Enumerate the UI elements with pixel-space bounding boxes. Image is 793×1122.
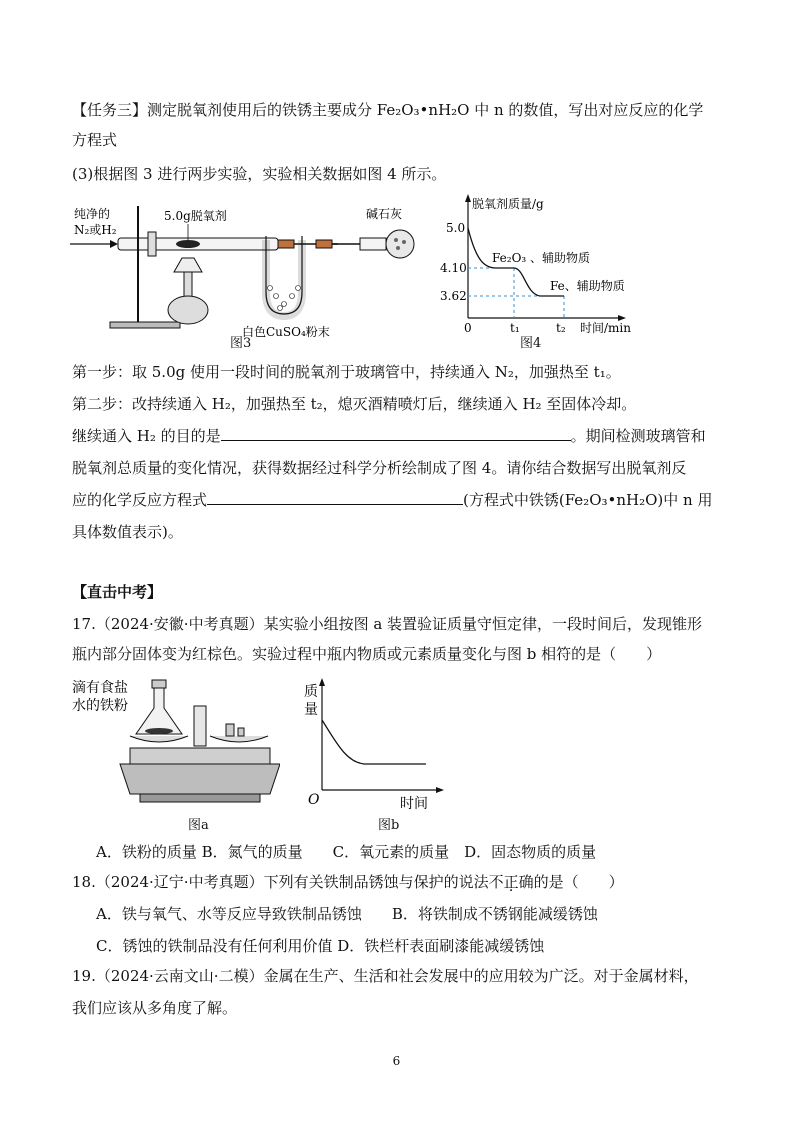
- soda-lime-label: 碱石灰: [366, 207, 403, 221]
- figure-4-chart: [440, 194, 640, 336]
- purpose-answer-blank[interactable]: [221, 426, 571, 441]
- balance-base: [120, 764, 280, 794]
- soda-lime-bulb: [386, 230, 414, 258]
- left-pan: [130, 736, 188, 742]
- q17-line1: 17.（2024·安徽·中考真题）某实验小组按图 a 装置验证质量守恒定律，一段时间后，发现锥形: [72, 615, 703, 633]
- burner-flame-guard: [174, 258, 202, 272]
- gas-label-2: N₂或H₂: [74, 223, 117, 237]
- equation-answer-blank[interactable]: [207, 490, 463, 505]
- beam: [130, 748, 270, 764]
- gas-label-1: 纯净的: [74, 207, 111, 221]
- q18-text-c: 的是（ ）: [533, 873, 624, 891]
- figure-a-balance: [70, 676, 280, 826]
- flask-stopper: [152, 680, 166, 688]
- clamp: [148, 232, 156, 256]
- equation-text-a: 应的化学反应方程式: [72, 491, 208, 509]
- q18-options-ab: A．铁与氧气、水等反应导致铁制品锈蚀 B．将铁制成不锈钢能减缓锈蚀: [96, 905, 598, 923]
- figb-xlabel: 时间: [400, 796, 428, 812]
- steps-line-e: 具体数值表示)。: [72, 523, 183, 541]
- burner-body: [168, 296, 208, 324]
- y-tick-4.10: 4.10: [440, 261, 467, 275]
- q18-line1: [72, 872, 624, 892]
- equation-text-b: (方程式中铁锈(Fe₂O₃•nH₂O)中 n 用: [463, 491, 713, 509]
- weight-1: [226, 724, 234, 736]
- x-tick-t2: t₂: [556, 321, 566, 335]
- purpose-text-b: 。期间检测玻璃管和: [570, 427, 706, 445]
- sample-label: 5.0g脱氧剂: [164, 209, 227, 223]
- figure-3-caption: 图3: [230, 336, 252, 351]
- figure-b-chart: [300, 678, 450, 814]
- q17-options: A．铁粉的质量 B．氮气的质量 C．氧元素的质量 D．固态物质的质量: [96, 843, 597, 861]
- q17-line2: 瓶内部分固体变为红棕色。实验过程中瓶内物质或元素质量变化与图 b 相符的是（ ）: [72, 645, 662, 663]
- conical-flask: [136, 688, 182, 734]
- gas-arrow-head: [110, 240, 118, 248]
- steps-line-c: 脱氧剂总质量的变化情况，获得数据经过科学分析绘制成了图 4。请你结合数据写出脱氧剂反: [72, 459, 687, 477]
- figure-a-caption: 图a: [188, 818, 209, 833]
- figure-b-caption: 图b: [378, 818, 400, 833]
- y-axis-title: 脱氧剂质量/g: [472, 197, 544, 211]
- figure-3-apparatus: [70, 196, 420, 346]
- connector-1: [278, 240, 294, 248]
- x-axis-title: 时间/min: [580, 321, 631, 335]
- task3-line2: 方程式: [72, 131, 118, 149]
- connector-2: [316, 240, 332, 248]
- x-tick-t1: t₁: [510, 321, 520, 335]
- balance-pointer: [194, 706, 206, 746]
- annotation-fe2o3: Fe₂O₃ 、辅助物质: [492, 251, 591, 265]
- step-1: 第一步：取 5.0g 使用一段时间的脱氧剂于玻璃管中，持续通入 N₂，加强热至 t₁。: [72, 363, 621, 381]
- question-3: (3)根据图 3 进行两步实验，实验相关数据如图 4 所示。: [72, 165, 447, 183]
- figb-origin: O: [308, 792, 320, 808]
- figa-label-1: 滴有食盐: [72, 680, 128, 696]
- figb-ylabel-2: 量: [304, 702, 318, 718]
- stand-base: [110, 322, 180, 328]
- step-2: 第二步：改持续通入 H₂，加强热至 t₂，熄灭酒精喷灯后，继续通入 H₂ 至固体冷却。: [72, 395, 637, 413]
- y-tick-3.62: 3.62: [440, 289, 467, 303]
- y-tick-5.0: 5.0: [446, 221, 466, 235]
- q18-emphasis: 不正确: [488, 873, 534, 891]
- sample-powder: [176, 240, 200, 248]
- task3-line1: 【任务三】测定脱氧剂使用后的铁锈主要成分 Fe₂O₃•nH₂O 中 n 的数值，写出对应反应的化学: [72, 101, 704, 119]
- iron-powder: [145, 728, 173, 734]
- x-tick-0: 0: [464, 321, 472, 335]
- page-number: 6: [392, 1054, 401, 1068]
- cuso4-label: 白色CuSO₄粉末: [242, 325, 330, 339]
- figure-4-caption: 图4: [520, 336, 542, 351]
- section-title: 【直击中考】: [72, 583, 163, 601]
- drying-tube: [360, 238, 386, 250]
- annotation-fe: Fe、辅助物质: [550, 279, 625, 293]
- weight-2: [238, 728, 244, 736]
- q19-line2: 我们应该从多角度了解。: [72, 999, 238, 1017]
- q18-options-cd: C．锈蚀的铁制品没有任何利用价值 D．铁栏杆表面刷漆能减缓锈蚀: [96, 937, 545, 955]
- equation-line: [72, 490, 712, 510]
- q19-line1: 19.（2024·云南文山·二模）金属在生产、生活和社会发展中的应用较为广泛。对于金属材料，: [72, 967, 699, 985]
- figb-ylabel-1: 质: [304, 684, 318, 700]
- figb-curve: [322, 720, 426, 764]
- figa-label-2: 水的铁粉: [72, 698, 128, 714]
- purpose-text-a: 继续通入 H₂ 的目的是: [72, 427, 221, 445]
- q18-text-a: 18.（2024·辽宁·中考真题）下列有关铁制品锈蚀与保护的说法: [72, 873, 489, 891]
- right-pan: [210, 736, 268, 742]
- purpose-line: [72, 426, 706, 446]
